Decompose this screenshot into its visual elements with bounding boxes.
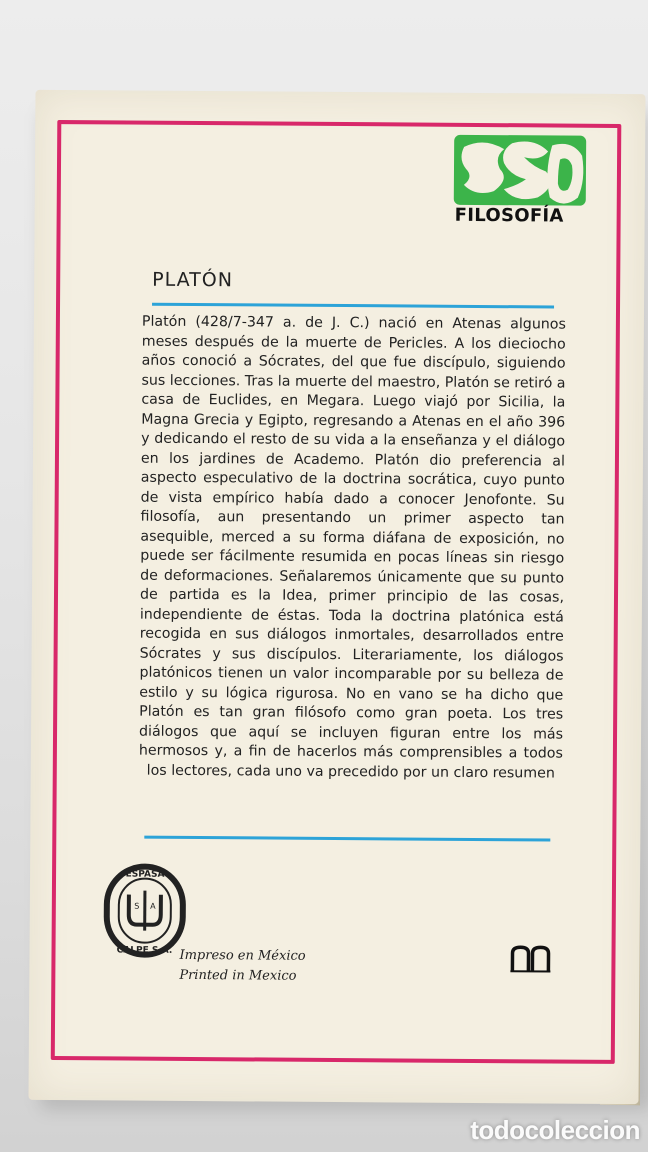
series-label: FILOSOFÍA <box>454 204 564 227</box>
imprint <box>179 946 305 987</box>
imprint-line-1: Impreso en México <box>179 947 306 964</box>
author-heading: PLATÓN <box>152 268 234 292</box>
imprint-line-2: Printed in Mexico <box>179 967 297 984</box>
author-biography: Platón (428/7-347 a. de J. C.) nació en Atenas algunos meses después de la muerte de Pericles. A los dieciocho años conoció a Sócrates, del que fue discípulo, siguiendo sus lecciones. Tras la muerte del maestro, Platón se retiró a casa de Euclides, en Megara. Luego viajó por Sicilia, la Magna Grecia y Egipto, regresando a Atenas en el año 396 y dedicando el resto de su vida a la enseñanza y el diálogo en los jardines de Academo. Platón dio preferencia al aspecto especulativo de la doctrina socrática, cuyo punto de vista empírico había dado a conocer Jenofonte. Su filosofía, aun presentando un primer aspecto tan asequible, merced a su forma diáfana de exposición, no puede ser fácilmente resumida en pocas líneas sin riesgo de deformaciones. Señalaremos únicamente que su punto de partida es la Idea, primer principio de las cosas, independiente de éstas. Toda la doctrina platónica está recogida en sus diálogos inmortales, desarrollados entre Sócrates y sus discípulos. Literariamente, los diálogos platónicos tienen un valor incomparable por su belleza de estilo y su lógica rigurosa. No en vano se ha dicho que Platón es tan gran filósofo como gran poeta. Los tres diálogos que aquí se incluyen figuran entre los más hermosos y, a fin de hacerlos más comprensibles a todos los lectores, cada uno va precedido por un claro resumen <box>138 313 566 782</box>
publisher-mark-icon <box>509 945 551 973</box>
publisher-logo-top-text: ESPASA <box>125 869 165 880</box>
book-back-cover <box>28 90 645 1104</box>
series-logo-icon <box>452 133 595 212</box>
watermark: todocoleccion <box>470 1115 640 1145</box>
publisher-logo-letter-s: S <box>134 901 140 911</box>
publisher-logo-letter-a: A <box>150 901 156 911</box>
publisher-logo-bottom-text: CALPE S.A. <box>116 945 173 956</box>
